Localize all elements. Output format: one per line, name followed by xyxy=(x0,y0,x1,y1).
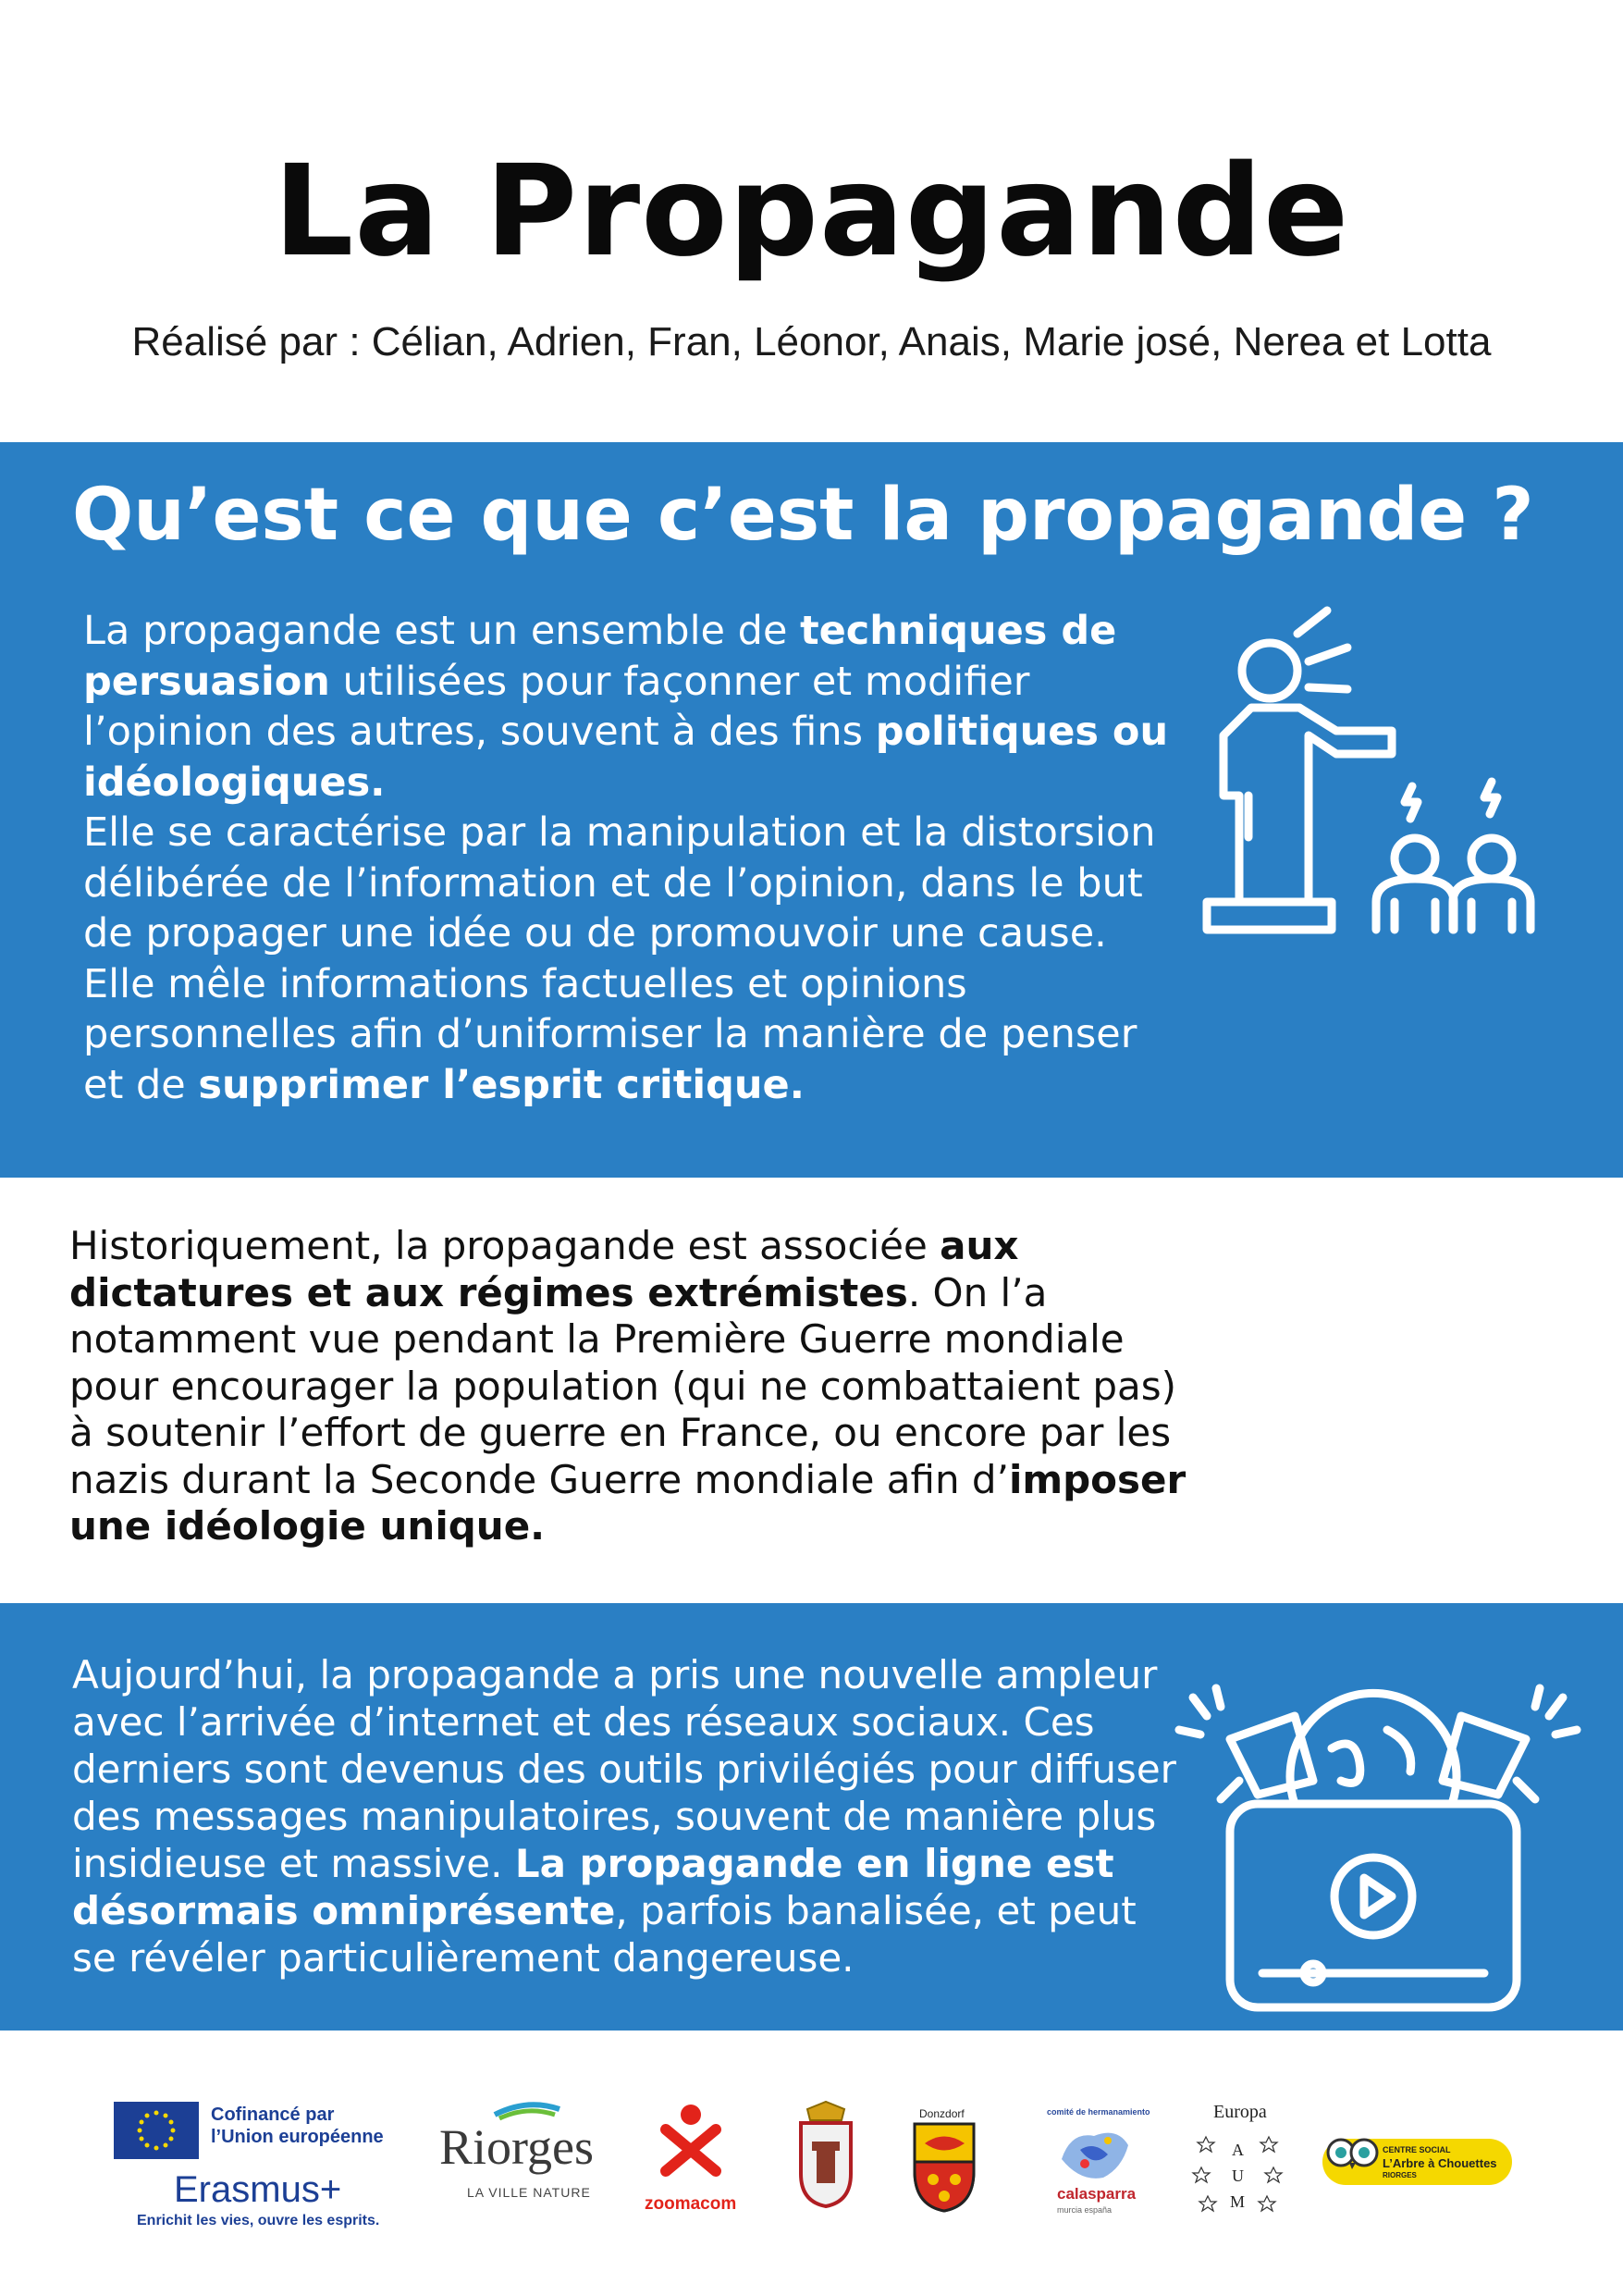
calasparra-europe-map-icon xyxy=(1052,2122,1136,2185)
section-heading: Qu’est ce que c’est la propagande ? xyxy=(72,474,1534,557)
section3-text: Aujourd’hui, la propagande a pris une nouvelle ampleur avec l’arrivée d’internet et des réseaux sociaux. Ces derniers sont devenus des outils privilégiés pour diffuser des messages manipulatoires, souvent de manière plus insidieuse et massive. La propagande en ligne est désormais omniprésente, parfois banalisée, et peut se révéler particulièrement dangereuse. xyxy=(72,1652,1176,1981)
erasmus-logo: Erasmus+ xyxy=(174,2169,342,2210)
zoomacom-figure-icon xyxy=(658,2102,723,2190)
svg-text:A: A xyxy=(1232,2141,1244,2159)
riorges-logo: Riorges xyxy=(439,2119,595,2175)
riorges-tagline: LA VILLE NATURE xyxy=(467,2185,591,2200)
section1-text: La propagande est un ensemble de techniques de persuasion utilisées pour façonner et modifier l’opinion des autres, souvent à des fins politiques ou idéologiques. Elle se caractérise par la manipulation et la distorsion délibérée de l’information et de l’opinion, dans le but de propager une idée ou de promouvoir une cause. Elle mêle informations factuelles et opinions personnelles afin d’uniformiser la manière de penser et de supprimer l’esprit critique. xyxy=(83,608,1169,1108)
eu-cofunded-text: Cofinancé par l’Union européenne xyxy=(211,2105,384,2147)
svg-text:U: U xyxy=(1232,2166,1244,2185)
media-globe-megaphone-icon xyxy=(1174,1679,1581,2021)
eu-flag-logo xyxy=(114,2102,199,2159)
arbre-label-name: L’Arbre à Chouettes xyxy=(1383,2156,1497,2170)
donzdorf-coat-of-arms-icon xyxy=(911,2120,977,2213)
speaker-crowd-icon xyxy=(1198,597,1558,957)
calasparra-committee-text: comité de hermanamiento xyxy=(1047,2107,1150,2117)
arbre-label-top: CENTRE SOCIAL xyxy=(1383,2145,1451,2154)
erasmus-tagline: Enrichit les vies, ouvre les esprits. xyxy=(137,2213,380,2228)
owl-icon xyxy=(1322,2132,1383,2179)
authors-line: Réalisé par : Célian, Adrien, Fran, Léonor, Anais, Marie josé, Nerea et Lotta xyxy=(131,319,1492,364)
calasparra-logo: calasparra xyxy=(1057,2185,1137,2203)
donzdorf-label: Donzdorf xyxy=(919,2107,965,2120)
page-title: La Propagande xyxy=(273,139,1350,285)
spanish-coat-of-arms-icon xyxy=(793,2100,858,2209)
europa-aum-emblem-icon xyxy=(1187,2126,1289,2216)
svg-text:M: M xyxy=(1230,2192,1246,2211)
calasparra-subtitle: murcia españa xyxy=(1057,2205,1113,2215)
arbre-label-city: RIORGES xyxy=(1383,2171,1417,2179)
zoomacom-logo: zoomacom xyxy=(645,2194,737,2214)
europa-logo: Europa xyxy=(1213,2102,1267,2122)
section2-text: Historiquement, la propagande est associée aux dictatures et aux régimes extrémistes. On l’a notamment vue pendant la Première Guerre mondiale pour encourager la population (qui ne combattaient pas) à soutenir l’effort de guerre en France, ou encore par les nazis durant la Seconde Guerre mondiale afin d’imposer une idéologie unique. xyxy=(69,1223,1187,1549)
